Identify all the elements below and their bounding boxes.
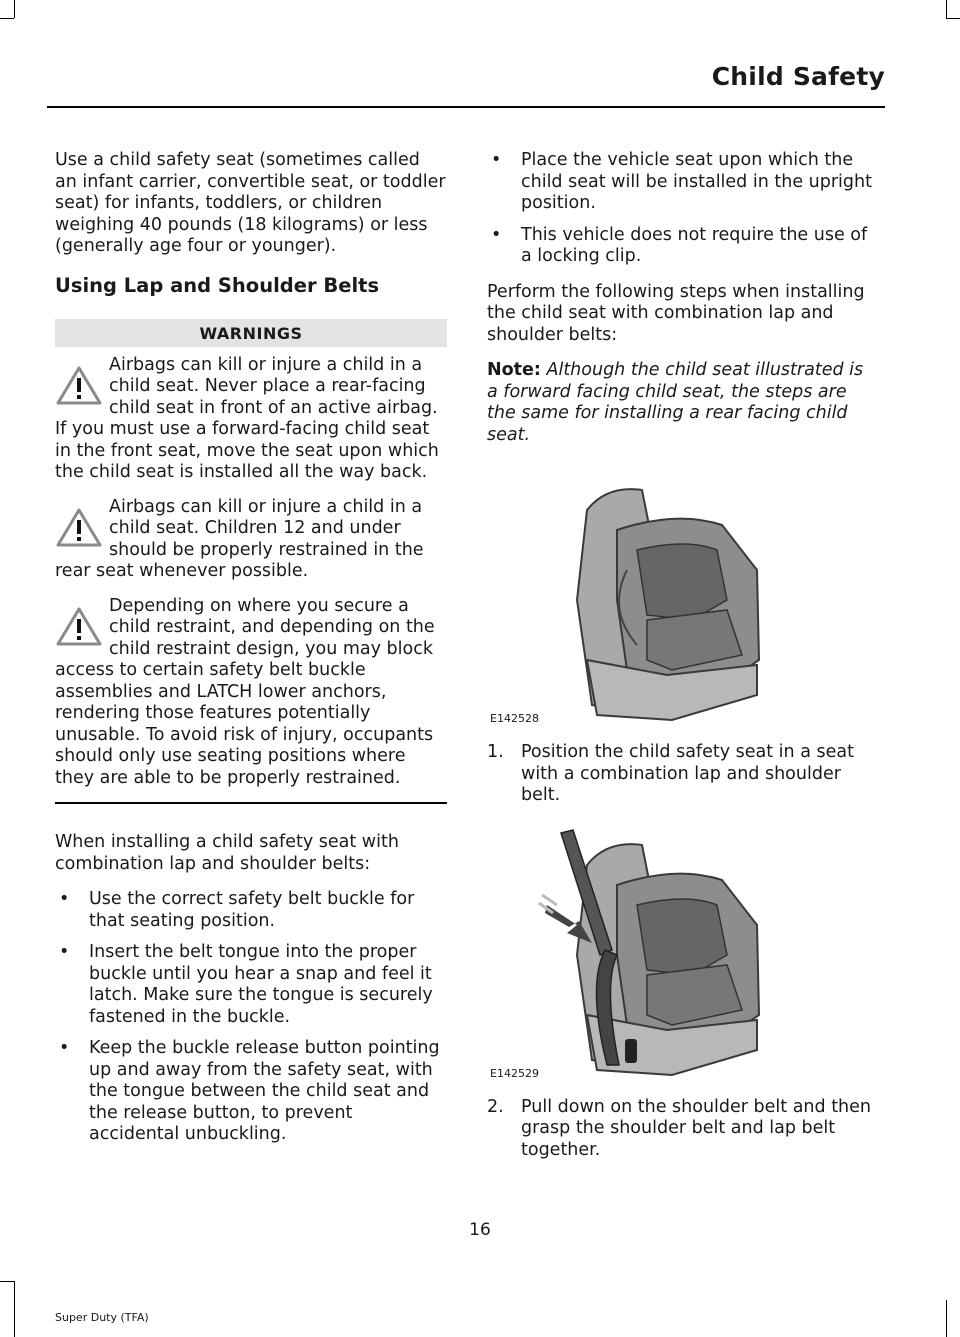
footer-text: Super Duty (TFA) bbox=[55, 1311, 149, 1324]
warning-text: Airbags can kill or injure a child in a child seat. Children 12 and under should be properly restrained in the rear seat whenever possible. bbox=[55, 496, 424, 581]
page-number: 16 bbox=[469, 1220, 491, 1240]
step-item: 1. Position the child safety seat in a seat with a combination lap and shoulder belt. bbox=[487, 742, 854, 805]
note bbox=[487, 360, 879, 446]
warning-triangle-icon bbox=[55, 365, 103, 407]
page-title: Child Safety bbox=[711, 62, 885, 91]
vehicle-seat-bullets bbox=[487, 150, 879, 268]
list-item: • This vehicle does not require the use of a locking clip. bbox=[491, 224, 868, 266]
crop-mark bbox=[946, 18, 960, 19]
list-item: • Place the vehicle seat upon which the child seat will be installed in the upright position. bbox=[491, 150, 872, 213]
warning-item bbox=[55, 596, 447, 790]
install-intro: When installing a child safety seat with combination lap and shoulder belts: bbox=[55, 832, 399, 874]
child-seat-belt-illustration bbox=[487, 825, 879, 1083]
header-rule bbox=[47, 106, 885, 108]
list-item: • Insert the belt tongue into the proper buckle until you hear a snap and feel it latch. Make sure the tongue is securely fastened in the buckle. bbox=[59, 942, 433, 1027]
crop-mark bbox=[946, 0, 947, 18]
crop-mark bbox=[0, 18, 14, 19]
step-item: 2. Pull down on the shoulder belt and then grasp the shoulder belt and lap belt together. bbox=[487, 1096, 872, 1160]
intro-paragraph: Use a child safety seat (sometimes called an infant carrier, convertible seat, or toddler seat) for infants, toddlers, or children weighing 40 pounds (18 kilograms) or less (generally age four or younger). bbox=[55, 150, 446, 256]
crop-mark bbox=[14, 0, 15, 18]
figure-code: E142529 bbox=[490, 1066, 539, 1080]
warning-triangle-icon bbox=[55, 606, 103, 648]
child-seat-illustration bbox=[487, 470, 879, 728]
note-label: Note: bbox=[487, 360, 541, 380]
figure-child-seat-belt bbox=[487, 825, 879, 1083]
list-item: • Use the correct safety belt buckle for that seating position. bbox=[59, 889, 415, 931]
figure-child-seat bbox=[487, 470, 879, 728]
warning-item bbox=[55, 497, 447, 583]
crop-mark bbox=[14, 1281, 15, 1337]
warning-text: Airbags can kill or injure a child in a child seat. Never place a rear-facing child seat in front of an active airbag. If you must use a forward-facing child seat in the front seat, move the seat upon which the child seat is installed all the way back. bbox=[55, 354, 439, 482]
note-text: Although the child seat illustrated is a forward facing child seat, the steps are the same for installing a rear facing child seat. bbox=[487, 360, 864, 445]
steps-intro: Perform the following steps when installing the child seat with combination lap and shoulder belts: bbox=[487, 281, 865, 345]
warnings-box bbox=[55, 319, 447, 805]
install-bullets bbox=[55, 889, 447, 1146]
warning-text: Depending on where you secure a child restraint, and depending on the child restraint design, you may block access to certain safety belt buckle assemblies and LATCH lower anchors, rendering those features potentially unusable. To avoid risk of injury, occupants should only use seating positions where they are able to be properly restrained. bbox=[55, 595, 435, 788]
crop-mark bbox=[0, 1281, 14, 1282]
list-item: • Keep the buckle release button pointing up and away from the safety seat, with the tongue between the child seat and the release button, to prevent accidental unbuckling. bbox=[59, 1038, 440, 1144]
right-column bbox=[487, 150, 879, 1175]
install-steps-2 bbox=[487, 1097, 879, 1162]
figure-code: E142528 bbox=[490, 712, 539, 725]
section-heading: Using Lap and Shoulder Belts bbox=[55, 273, 380, 297]
left-column bbox=[55, 150, 447, 1160]
install-steps-1 bbox=[487, 742, 879, 807]
warning-triangle-icon bbox=[55, 507, 103, 549]
crop-mark bbox=[946, 1300, 947, 1337]
warnings-end-rule bbox=[55, 802, 447, 804]
warning-item bbox=[55, 355, 447, 484]
warnings-title: WARNINGS bbox=[55, 319, 447, 347]
